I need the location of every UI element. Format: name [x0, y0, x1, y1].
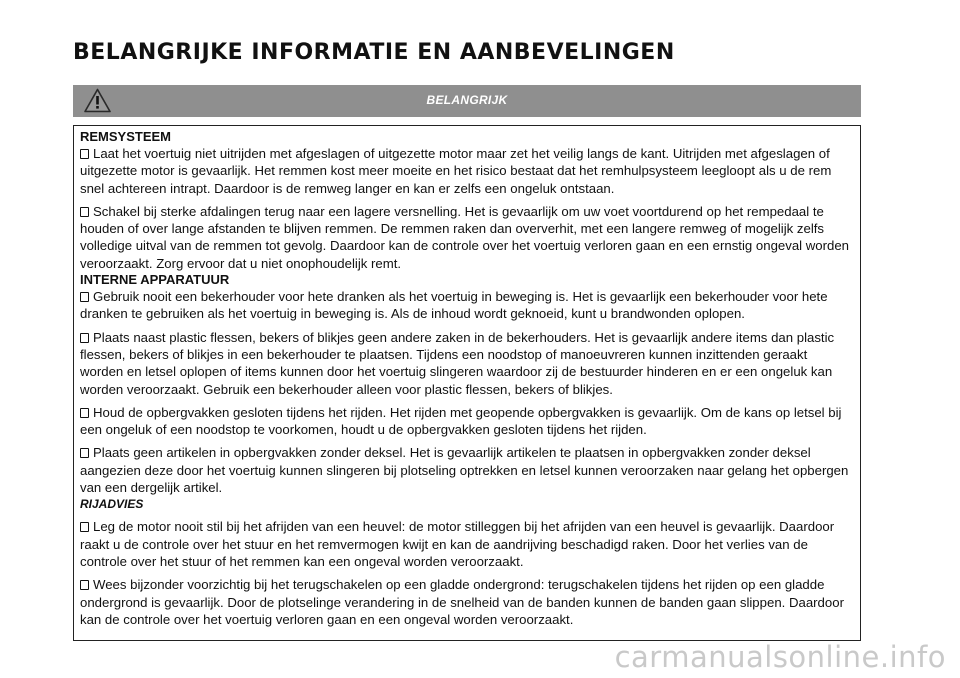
warning-banner [73, 85, 861, 117]
checkbox-bullet-icon [80, 448, 89, 458]
paragraph-text: Plaats geen artikelen in opbergvakken zonder deksel. Het is gevaarlijk artikelen te plaatsen in opbergvakken zonder deksel aangezien deze door het voertuig kunnen slingeren bij plotseling optrekken en letsel kunnen veroorzaken naar gelang het opbergen van een dergelijk artikel. [80, 445, 849, 496]
banner-label: BELANGRIJK [426, 93, 508, 107]
paragraph-text: Houd de opbergvakken gesloten tijdens het rijden. Het rijden met geopende opbergvakken is gevaarlijk. Om de kans op letsel bij een ongeluk of een noodstop te voorkomen, houdt u de opbergvakken gesloten tijdens het rijden. [80, 404, 842, 438]
paragraph-text: Wees bijzonder voorzichtig bij het terugschakelen op een gladde ondergrond: terugschakelen tijdens het rijden op een gladde ondergrond is gevaarlijk. Door de plotselinge verandering in de snelheid van de banden kunnen de banden gaan slippen. Daardoor kan de controle over het voertuig verloren gaan en een ongeval worden veroorzaakt. [80, 577, 844, 627]
paragraph-text: Schakel bij sterke afdalingen terug naar een lagere versnelling. Het is gevaarlijk om uw voet voortdurend op het rempedaal te houden of over lange afstanden te blijven remmen. De remmen raken dan oververhit, met een langere remweg of mogelijk zelfs volledige uitval van de remmen tot gevolg. Daardoor kan de controle over het voertuig verloren gaan en een ernstig ongeval worden veroorzaakt. Zorg ervoor dat u niet onophoudelijk remt. [80, 203, 850, 271]
paragraph-text: Leg de motor nooit stil bij het afrijden van een heuvel: de motor stilleggen bij het afrijden van een heuvel is gevaarlijk. Daardoor raakt u de controle over het stuur en het remvermogen kwijt en kan de aandrijving beschadigd raken. Door het verlies van de controle over het stuur of het remmen kan een ongeval worden veroorzaakt. [80, 519, 835, 569]
section-heading-remsysteem: REMSYSTEEM [80, 129, 172, 144]
paragraph [80, 518, 854, 570]
watermark: carmanualsonline.info [614, 640, 946, 674]
paragraph [80, 145, 854, 197]
paragraph [80, 444, 854, 496]
checkbox-bullet-icon [80, 333, 89, 343]
page-title: BELANGRIJKE INFORMATIE EN AANBEVELINGEN [73, 40, 675, 65]
checkbox-bullet-icon [80, 580, 89, 590]
checkbox-bullet-icon [80, 207, 89, 217]
paragraph [80, 288, 854, 323]
section-heading-rijadvies: RIJADVIES [80, 497, 144, 512]
paragraph [80, 329, 854, 398]
paragraph [80, 576, 854, 628]
section-heading-interne-apparatuur: INTERNE APPARATUUR [80, 272, 230, 288]
paragraph-text: Plaats naast plastic flessen, bekers of blikjes geen andere zaken in de bekerhouders. Het is gevaarlijk andere items dan plastic flessen, bekers of blikjes in een bekerhouder te plaatsen. Tijdens een noodstop of manoeuvreren kunnen inzittenden geraakt worden en letsel oplopen of items kunnen door het voertuig slingeren waardoor zij de bestuurder hinderen en er een ongeluk kan worden veroorzaakt. Gebruik een bekerhouder alleen voor plastic flessen, bekers of blikjes. [80, 329, 835, 397]
checkbox-bullet-icon [80, 149, 89, 159]
checkbox-bullet-icon [80, 408, 89, 418]
paragraph [80, 203, 854, 272]
paragraph-text: Laat het voertuig niet uitrijden met afgeslagen of uitgezette motor maar zet het veilig langs de kant. Uitrijden met afgeslagen of uitgezette motor is gevaarlijk. Het remmen kost meer moeite en het risico bestaat dat het remhulpsysteem leegloopt als u de rem snel achtereen intrapt. Daardoor is de remweg langer en kan er zelfs een ongeluk ontstaan. [80, 146, 832, 196]
paragraph-text: Gebruik nooit een bekerhouder voor hete dranken als het voertuig in beweging is. Het is gevaarlijk een bekerhouder voor hete dranken te gebruiken als het voertuig in beweging is. Als de inhoud wordt geknoeid, kunt u brandwonden oplopen. [80, 289, 828, 322]
warning-content-box [73, 125, 861, 641]
checkbox-bullet-icon [80, 522, 89, 532]
paragraph [80, 404, 854, 439]
checkbox-bullet-icon [80, 292, 89, 302]
